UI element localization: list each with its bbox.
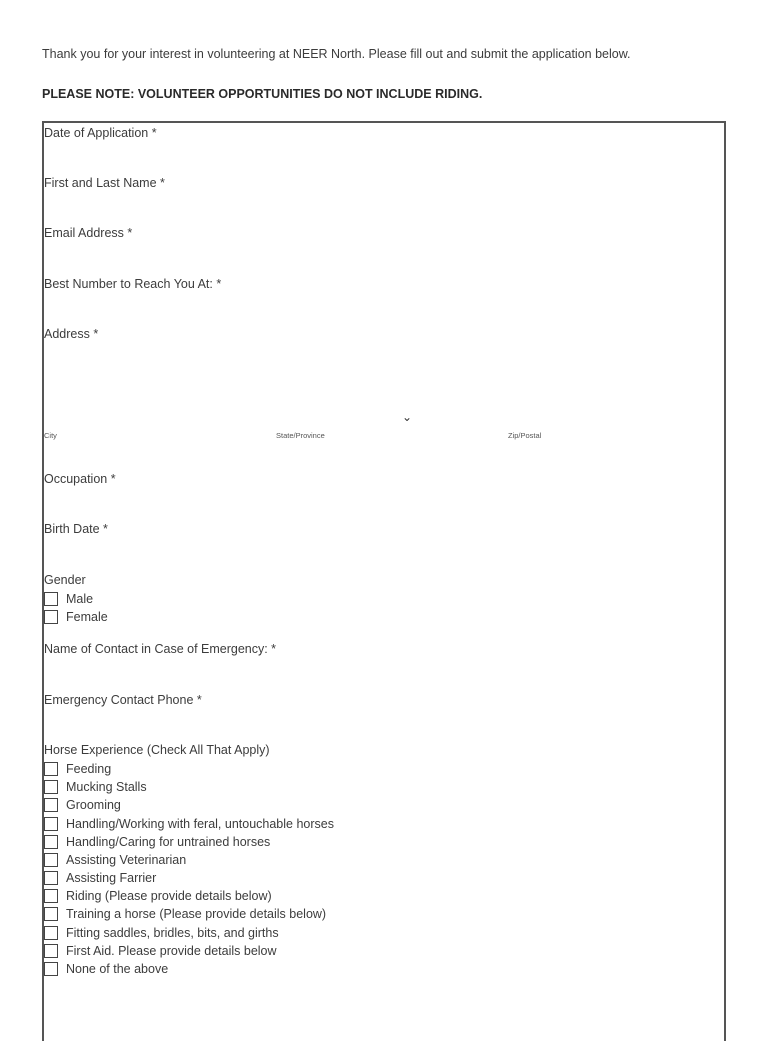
checkbox[interactable] (44, 871, 58, 885)
checkbox[interactable] (44, 835, 58, 849)
address-label: Address * (44, 327, 99, 341)
horse-option[interactable] (44, 961, 168, 977)
emergency-phone-label: Emergency Contact Phone * (44, 693, 202, 707)
checkbox[interactable] (44, 962, 58, 976)
checkbox[interactable] (44, 610, 58, 624)
option-label: Mucking Stalls (66, 780, 147, 794)
option-label: Assisting Farrier (66, 871, 157, 885)
checkbox[interactable] (44, 780, 58, 794)
checkbox[interactable] (44, 817, 58, 831)
horse-option[interactable] (44, 797, 121, 813)
checkbox[interactable] (44, 926, 58, 940)
phone-label: Best Number to Reach You At: * (44, 277, 222, 291)
zip-label: Zip/Postal (508, 431, 542, 440)
date-label: Date of Application * (44, 126, 157, 140)
riding-note: PLEASE NOTE: VOLUNTEER OPPORTUNITIES DO NOT INCLUDE RIDING. (42, 87, 483, 101)
horse-option[interactable] (44, 943, 277, 959)
option-label: Assisting Veterinarian (66, 853, 187, 867)
gender-label: Gender (44, 573, 86, 587)
checkbox[interactable] (44, 889, 58, 903)
horse-option[interactable] (44, 870, 156, 886)
horse-option[interactable] (44, 834, 270, 850)
horse-option[interactable] (44, 925, 279, 941)
option-label: Riding (Please provide details below) (66, 889, 272, 903)
option-label: Handling/Caring for untrained horses (66, 835, 271, 849)
birth-date-label: Birth Date * (44, 522, 108, 536)
email-label: Email Address * (44, 226, 133, 240)
gender-option-female[interactable] (44, 609, 108, 625)
horse-option[interactable] (44, 888, 272, 904)
option-label: None of the above (66, 962, 169, 976)
checkbox[interactable] (44, 762, 58, 776)
horse-option[interactable] (44, 761, 111, 777)
option-label: Feeding (66, 762, 112, 776)
option-label: Training a horse (Please provide details below) (66, 907, 327, 921)
option-label: Female (66, 610, 108, 624)
chevron-down-icon[interactable]: ⌄ (402, 410, 413, 424)
checkbox[interactable] (44, 853, 58, 867)
checkbox[interactable] (44, 944, 58, 958)
state-label: State/Province (276, 431, 325, 440)
gender-option-male[interactable] (44, 591, 93, 607)
option-label: Grooming (66, 798, 121, 812)
city-label: City (44, 431, 57, 440)
option-label: Male (66, 592, 94, 606)
horse-option[interactable] (44, 816, 334, 832)
name-label: First and Last Name * (44, 176, 165, 190)
option-label: Handling/Working with feral, untouchable horses (66, 817, 334, 831)
emergency-contact-label: Name of Contact in Case of Emergency: * (44, 642, 277, 656)
horse-option[interactable] (44, 906, 326, 922)
checkbox[interactable] (44, 798, 58, 812)
horse-option[interactable] (44, 852, 186, 868)
intro-text: Thank you for your interest in volunteering at NEER North. Please fill out and submit the application below. (42, 47, 631, 61)
checkbox[interactable] (44, 907, 58, 921)
occupation-label: Occupation * (44, 472, 116, 486)
option-label: Fitting saddles, bridles, bits, and girths (66, 926, 279, 940)
horse-option[interactable] (44, 779, 147, 795)
option-label: First Aid. Please provide details below (66, 944, 277, 958)
horse-experience-label: Horse Experience (Check All That Apply) (44, 743, 270, 757)
checkbox[interactable] (44, 592, 58, 606)
